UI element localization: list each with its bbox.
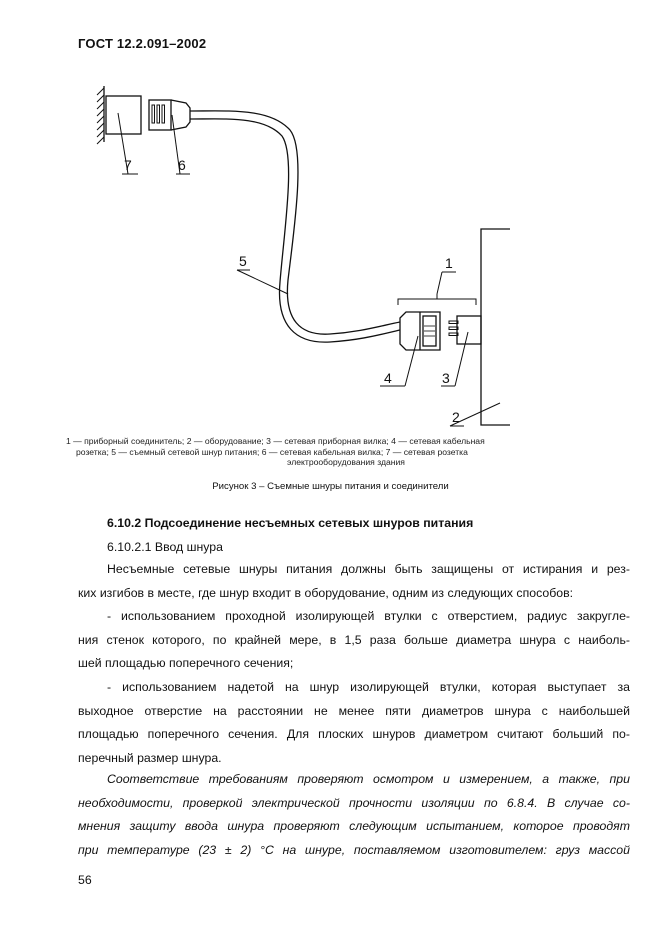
p4-line: Соответствие требованиям проверяют осмотром и измерением, а также, при — [107, 772, 630, 786]
label-4: 4 — [384, 370, 392, 386]
label-1: 1 — [445, 255, 453, 271]
p1-line: ких изгибов в месте, где шнур входит в оборудование, одним из следующих способов: — [78, 585, 574, 600]
legend-line-1: 1 — приборный соединитель; 2 — оборудование; 3 — сетевая приборная вилка; 4 — сетевая кабельная — [66, 436, 485, 446]
label-5: 5 — [239, 253, 247, 269]
p2-line: шей площадью поперечного сечения; — [78, 656, 294, 670]
paragraph-4 — [78, 768, 630, 862]
p3-line: - использованием надетой на шнур изолирующей втулки, которая выступает за — [107, 680, 630, 694]
plug-6-pins — [152, 105, 165, 123]
detachable-cord-5-inner — [190, 119, 400, 342]
legend-line-2: розетка; 5 — съемный сетевой шнур питания; 6 — сетевая кабельная вилка; 7 — сетевая розетка — [76, 446, 468, 457]
paragraph-1 — [78, 558, 630, 605]
paragraph-2 — [78, 605, 630, 676]
detachable-cord-5-outer — [190, 111, 400, 334]
p4-line: необходимости, проверкой электрической прочности изоляции по 6.8.4. В случае со- — [78, 795, 630, 810]
figure-legend — [66, 436, 566, 468]
wall-hatching — [97, 88, 104, 144]
p3-line: выходное отверстие на расстоянии не менее пяти диаметров шнура с наибольшей — [78, 703, 630, 718]
p2-line: ния стенок которого, по крайней мере, в 1,5 раза больше диаметра шнура с наиболь- — [78, 632, 630, 647]
section-title: 6.10.2 Подсоединение несъемных сетевых шнуров питания — [107, 516, 474, 530]
paragraph-3 — [78, 676, 630, 770]
p3-line: перечный размер шнура. — [78, 750, 222, 765]
p4-line: мнения защиту ввода шнура проверяют следующим испытанием, которое проводят — [78, 819, 630, 833]
label-2: 2 — [452, 409, 460, 425]
label-6: 6 — [178, 157, 186, 173]
subsection-title: 6.10.2.1 Ввод шнура — [107, 540, 223, 554]
document-header: ГОСТ 12.2.091–2002 — [78, 36, 207, 51]
legend-line-3: электрооборудования здания — [287, 457, 405, 467]
label-3: 3 — [442, 370, 450, 386]
p2-line: - использованием проходной изолирующей втулки с отверстием, радиус закругле- — [107, 609, 630, 623]
p3-line: площадью поперечного сечения. Для плоских шнуров диаметром считают больший по- — [78, 727, 630, 741]
figure-caption: Рисунок 3 – Съемные шнуры питания и соединители — [212, 481, 449, 492]
page-number: 56 — [78, 873, 92, 887]
appliance-inlet-3 — [457, 316, 481, 344]
label-underlines — [122, 174, 464, 426]
building-socket-7 — [106, 96, 141, 134]
p4-line: при температуре (23 ± 2) °С на шнуре, поставляемом изготовителем: груз массой — [78, 842, 630, 857]
bracket-1 — [398, 299, 476, 305]
label-7: 7 — [124, 157, 132, 173]
equipment-2 — [481, 229, 510, 425]
p1-line: Несъемные сетевые шнуры питания должны быть защищены от истирания и рез- — [107, 562, 630, 576]
